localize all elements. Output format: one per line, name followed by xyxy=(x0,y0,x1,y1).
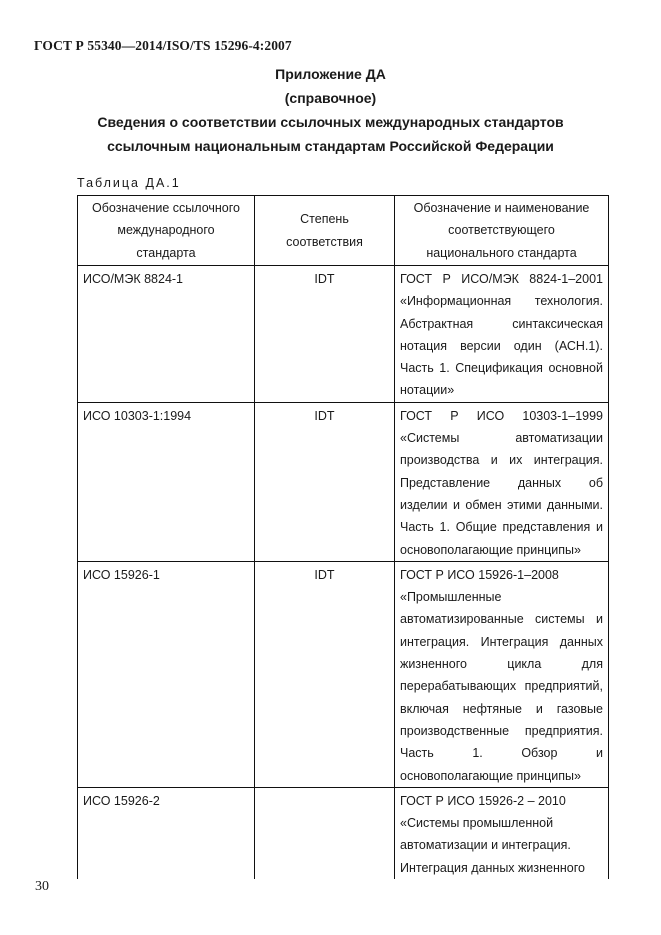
column-header-national-standard xyxy=(395,196,609,266)
column-header-text: соответствующего xyxy=(448,223,555,238)
national-standard-line: нотация версии один (АСН.1). xyxy=(400,338,603,353)
column-header-text: национального стандарта xyxy=(426,245,577,260)
national-standard-line: Абстрактная синтаксическая xyxy=(400,316,603,331)
national-standard-line: изделии и обмен этими данными. xyxy=(400,497,603,512)
national-standard-line: интеграция. Интеграция данных xyxy=(400,634,603,649)
national-standard-cell xyxy=(395,402,609,561)
national-standard-line: ГОСТ Р ИСО 10303-1–1999 xyxy=(400,408,603,423)
national-standard-line: Часть 1. Общие представления и xyxy=(400,520,603,535)
column-header-text: Обозначение и наименование xyxy=(413,201,590,216)
national-standard-line: жизненного цикла для xyxy=(400,657,603,672)
national-standard-line: автоматизированные системы и xyxy=(400,612,603,627)
standards-correspondence-table xyxy=(77,195,609,879)
appendix-heading-line-1: Сведения о соответствии ссылочных международных стандартов xyxy=(97,114,564,130)
appendix-title-block xyxy=(0,62,661,158)
appendix-reference-note: (справочное) xyxy=(284,90,377,106)
intl-standard-cell: ИСО 15926-1 xyxy=(78,561,255,787)
appendix-title: Приложение ДА xyxy=(275,66,386,82)
national-standard-cell xyxy=(395,561,609,787)
column-header-text: соответствия xyxy=(286,234,363,249)
national-standard-line: производственные предприятия. xyxy=(400,723,603,738)
national-standard-line: «Информационная технология. xyxy=(400,294,603,309)
national-standard-line: ГОСТ Р ИСО 15926-2 – 2010 xyxy=(400,793,566,808)
national-standard-line: Часть 1. Спецификация основной xyxy=(400,361,603,376)
national-standard-line: «Промышленные xyxy=(400,590,502,605)
column-header-text: Степень xyxy=(300,212,349,227)
document-code-header: ГОСТ Р 55340—2014/ISO/TS 15296-4:2007 xyxy=(34,38,292,53)
table-row xyxy=(78,266,609,403)
table-label: Таблица ДА.1 xyxy=(77,176,181,190)
table-row xyxy=(78,787,609,879)
degree-cell: IDT xyxy=(255,402,395,561)
degree-cell: IDT xyxy=(255,561,395,787)
national-standard-line: основополагающие принципы» xyxy=(400,542,581,557)
national-standard-line: перерабатывающих предприятий, xyxy=(400,679,603,694)
national-standard-line: основополагающие принципы» xyxy=(400,768,581,783)
national-standard-line: включая нефтяные и газовые xyxy=(400,701,603,716)
table-header-row xyxy=(78,196,609,266)
table-row xyxy=(78,402,609,561)
national-standard-line: ГОСТ Р ИСО 15926-1–2008 xyxy=(400,567,559,582)
national-standard-line: «Системы автоматизации xyxy=(400,431,603,446)
national-standard-line: автоматизации и интеграция. xyxy=(400,838,571,853)
national-standard-line: ГОСТ Р ИСО/МЭК 8824-1–2001 xyxy=(400,272,603,286)
column-header-text: Обозначение ссылочного xyxy=(92,201,240,216)
degree-cell xyxy=(255,787,395,879)
column-header-text: международного xyxy=(117,223,215,238)
national-standard-cell xyxy=(395,787,609,879)
intl-standard-cell: ИСО 15926-2 xyxy=(78,787,255,879)
national-standard-line: нотации» xyxy=(400,383,455,398)
national-standard-line: производства и их интеграция. xyxy=(400,453,603,468)
national-standard-cell xyxy=(395,266,609,403)
column-header-degree xyxy=(255,196,395,266)
national-standard-line: Часть 1. Обзор и xyxy=(400,746,603,761)
appendix-heading-line-2: ссылочным национальным стандартам Российской Федерации xyxy=(107,138,554,154)
column-header-intl-standard xyxy=(78,196,255,266)
intl-standard-cell: ИСО 10303-1:1994 xyxy=(78,402,255,561)
table-row xyxy=(78,561,609,787)
intl-standard-cell: ИСО/МЭК 8824-1 xyxy=(78,266,255,403)
column-header-text: стандарта xyxy=(136,245,196,260)
national-standard-line: Интеграция данных жизненного xyxy=(400,860,585,875)
degree-cell: IDT xyxy=(255,266,395,403)
national-standard-line: Представление данных об xyxy=(400,475,603,490)
national-standard-line: «Системы промышленной xyxy=(400,816,554,831)
page-number: 30 xyxy=(35,879,49,894)
